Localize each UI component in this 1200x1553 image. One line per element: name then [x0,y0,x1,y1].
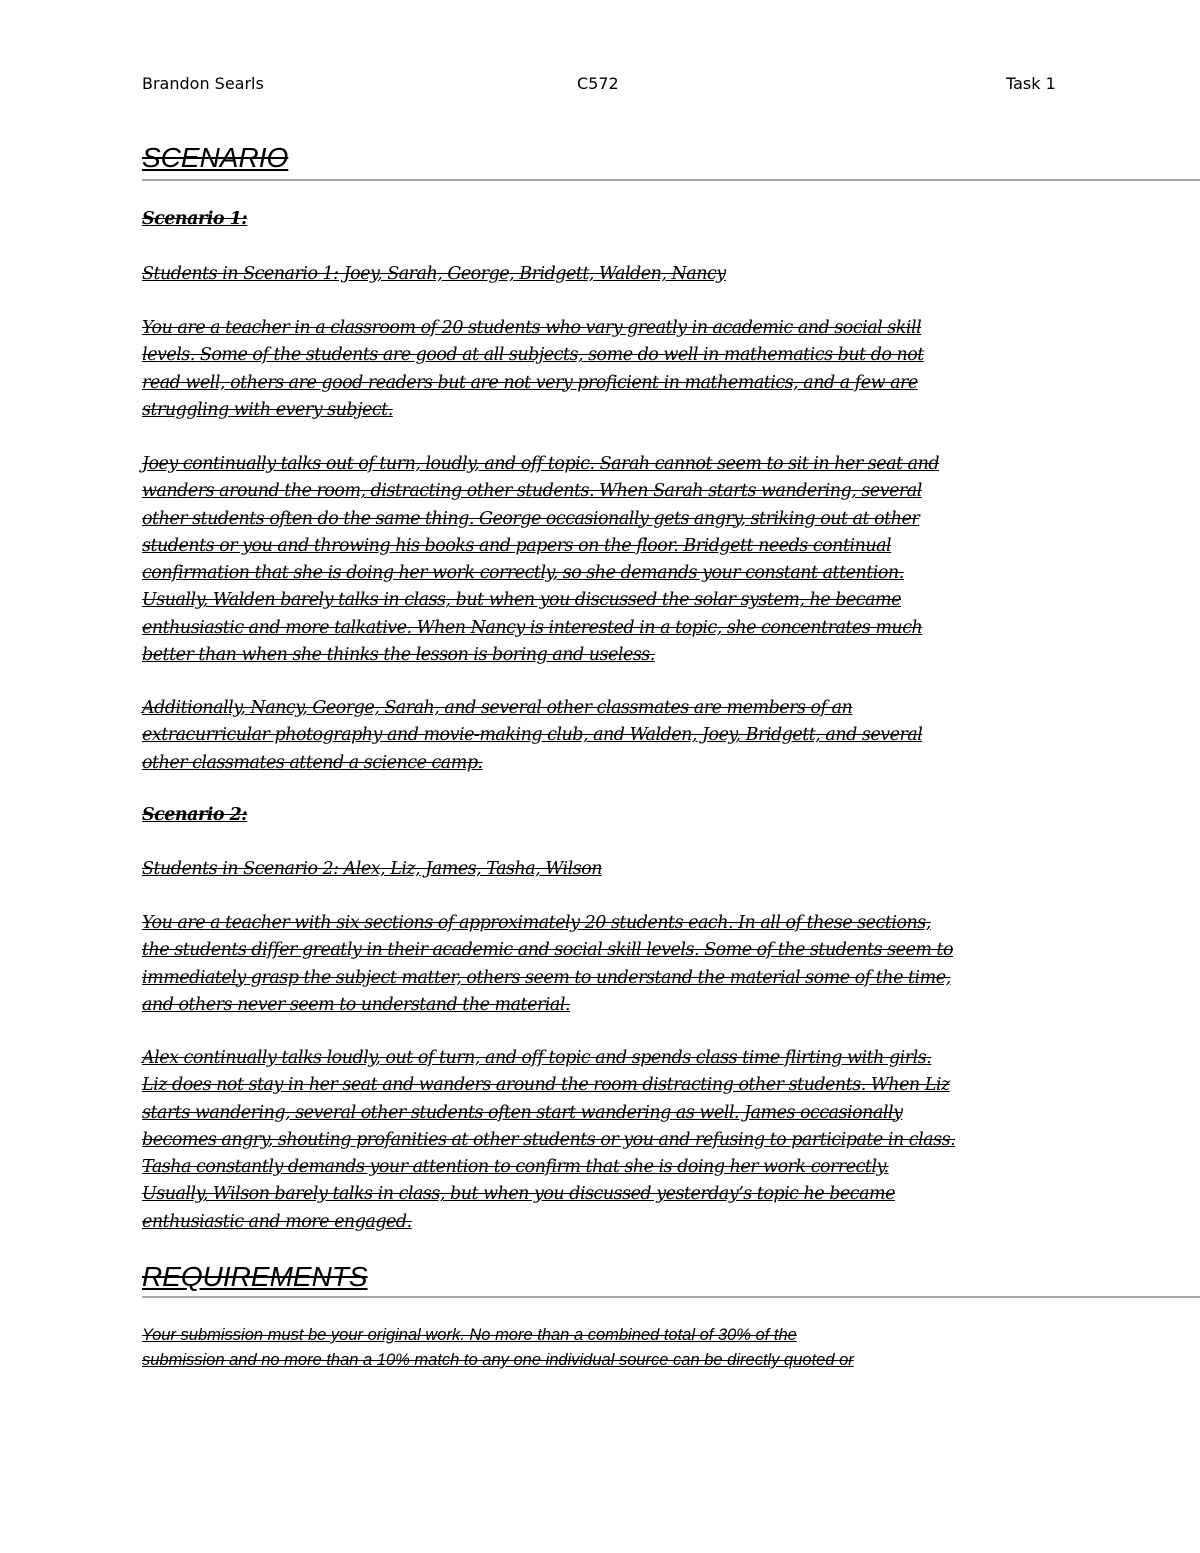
paragraph-line: other students often do the same thing. George occasionally gets angry, striking out at other [142,508,920,529]
paragraph-line: the students differ greatly in their academic and social skill levels. Some of the students seem to [142,940,954,961]
paragraph-line: Usually, Walden barely talks in class, but when you discussed the solar system, he became [142,590,901,611]
paragraph-line: You are a teacher in a classroom of 20 students who vary greatly in academic and social skill [142,318,922,338]
scenario1-title: Scenario 1: [142,209,248,229]
paragraph-line: becomes angry, shouting profanities at other students or you and refusing to participate in class. [142,1129,956,1150]
requirements-heading: REQUIREMENTS [142,1261,368,1292]
paragraph-line: and others never seem to understand the material. [142,994,570,1015]
scenario1-paragraph-1 [142,315,924,424]
paragraph-line: levels. Some of the students are good at all subjects, some do well in mathematics but do not [142,345,924,366]
paragraph-line: Tasha constantly demands your attention to confirm that she is doing her work correctly. [142,1157,889,1178]
paragraph-line: enthusiastic and more engaged. [142,1211,412,1232]
paragraph-line: wanders around the room, distracting other students. When Sarah starts wandering, several [142,481,922,502]
header-author: Brandon Searls [142,74,264,93]
paragraph-line: struggling with every subject. [142,399,393,420]
scenario2-students: Students in Scenario 2: Alex, Liz, James, Tasha, Wilson [142,859,603,879]
paragraph-line: Additionally, Nancy, George, Sarah, and several other classmates are members of an [142,698,853,718]
header-task: Task 1 [1006,74,1056,93]
scenario1-paragraph-2 [142,451,939,669]
paragraph-line: read well, others are good readers but are not very proficient in mathematics, and a few are [142,372,918,393]
scenario-heading-rule [142,179,1200,181]
paragraph-line: Usually, Wilson barely talks in class, but when you discussed yesterday’s topic he became [142,1184,895,1205]
requirements-heading-rule [142,1296,1200,1298]
requirements-paragraph-1 [142,1323,854,1373]
scenario2-paragraph-2 [142,1045,955,1236]
paragraph-line: students or you and throwing his books and papers on the floor. Bridgett needs continual [142,535,892,556]
paragraph-line: confirmation that she is doing her work correctly, so she demands your constant attention. [142,563,904,584]
paragraph-line: enthusiastic and more talkative. When Nancy is interested in a topic, she concentrates much [142,617,923,638]
paragraph-line: submission and no more than a 10% match to any one individual source can be directly quoted or [142,1351,854,1369]
paragraph-line: Your submission must be your original work. No more than a combined total of 30% of the [142,1326,797,1344]
paragraph-line: Liz does not stay in her seat and wanders around the room distracting other students. When Liz [142,1075,950,1096]
paragraph-line: Alex continually talks loudly, out of turn, and off topic and spends class time flirting with girls. [142,1048,932,1068]
paragraph-line: better than when she thinks the lesson is boring and useless. [142,645,655,666]
paragraph-line: Joey continually talks out of turn, loudly, and off topic. Sarah cannot seem to sit in her seat and [142,454,940,474]
scenario1-paragraph-3 [142,695,922,777]
scenario2-title: Scenario 2: [142,805,248,825]
paragraph-line: other classmates attend a science camp. [142,752,483,773]
scenario1-students: Students in Scenario 1: Joey, Sarah, George, Bridgett, Walden, Nancy [142,264,726,284]
paragraph-line: starts wandering, several other students often start wandering as well. James occasionally [142,1102,903,1123]
paragraph-line: immediately grasp the subject matter, others seem to understand the material some of the time, [142,967,951,988]
header-course: C572 [577,74,619,93]
scenario2-paragraph-1 [142,910,953,1019]
scenario-heading: SCENARIO [142,142,289,173]
paragraph-line: extracurricular photography and movie-making club, and Walden, Joey, Bridgett, and several [142,725,923,746]
paragraph-line: You are a teacher with six sections of approximately 20 students each. In all of these sections, [142,913,931,933]
